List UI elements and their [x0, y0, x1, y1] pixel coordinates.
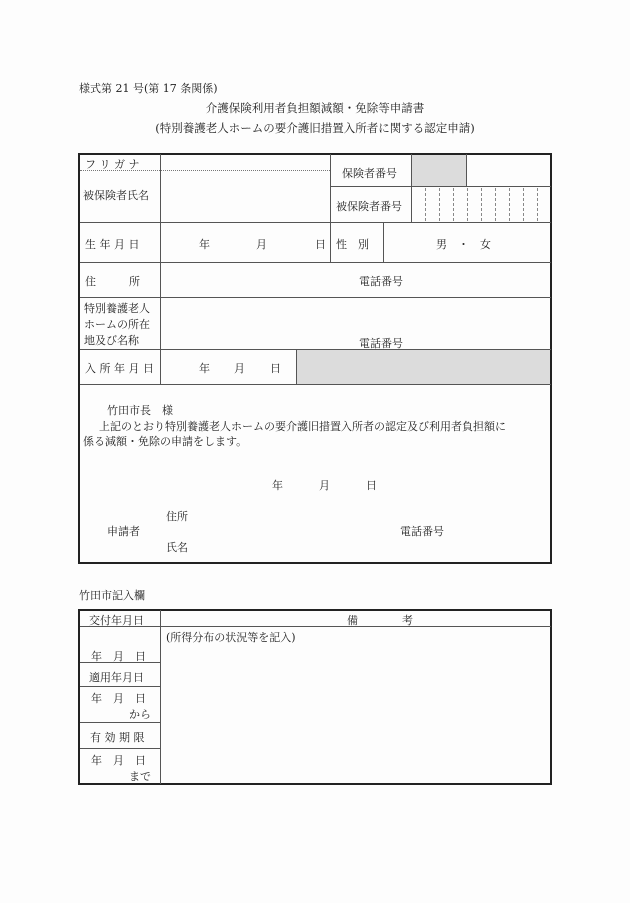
apply-date-label: 適用年月日: [89, 671, 144, 684]
remarks-label: 備 考: [347, 614, 413, 627]
birthdate-label: 生 年 月 日: [85, 238, 140, 251]
apply-ymd: 年 月 日: [91, 692, 146, 705]
insured-number-input[interactable]: [412, 187, 550, 222]
applicant-name-label: 氏名: [166, 541, 188, 554]
addressee: 竹田市長 様: [107, 404, 173, 417]
issue-ymd: 年 月 日: [91, 650, 146, 663]
address-label: 住 所: [85, 275, 140, 288]
insurer-number-shaded: [412, 155, 466, 186]
remarks-input[interactable]: [162, 642, 550, 783]
birth-month: 月: [256, 238, 267, 251]
facility-label-line3: 地及び名称: [84, 334, 139, 347]
grid-line: [80, 686, 160, 687]
grid-line: [80, 349, 551, 350]
applicant-phone-label: 電話番号: [400, 525, 444, 538]
valid-ymd: 年 月 日: [91, 754, 146, 767]
grid-line: [80, 748, 160, 749]
facility-input[interactable]: [162, 298, 550, 348]
admission-year: 年: [199, 362, 210, 375]
document-subtitle: (特別養護老人ホームの要介護旧措置入所者に関する認定申請): [155, 121, 475, 135]
form-number: 様式第 21 号(第 17 条関係): [79, 82, 218, 95]
office-use-label: 竹田市記入欄: [79, 589, 145, 602]
furigana-label: フ リ ガ ナ: [85, 158, 140, 171]
application-year: 年: [272, 479, 283, 492]
birthdate-input[interactable]: [162, 223, 329, 261]
applicant-label: 申請者: [107, 525, 140, 538]
grid-line: [160, 610, 161, 784]
application-month: 月: [319, 479, 330, 492]
grid-line: [80, 722, 160, 723]
issue-date-label: 交付年月日: [89, 614, 144, 627]
statement-line1: 上記のとおり特別養護老人ホームの要介護旧措置入所者の認定及び利用者負担額に: [99, 420, 506, 433]
facility-label-line2: ホームの所在: [84, 318, 150, 331]
admission-shaded-area: [297, 350, 550, 384]
document-title: 介護保険利用者負担額減額・免除等申請書: [205, 101, 425, 115]
insurer-number-input[interactable]: [467, 155, 550, 186]
remarks-note: (所得分布の状況等を記入): [166, 631, 296, 644]
facility-phone-label: 電話番号: [359, 337, 403, 350]
until-label: まで: [129, 770, 151, 783]
grid-line: [80, 384, 551, 385]
grid-line: [330, 154, 331, 262]
birth-year: 年: [199, 238, 210, 251]
applicant-input[interactable]: [190, 505, 390, 555]
from-label: から: [129, 708, 151, 721]
facility-label-line1: 特別養護老人: [84, 302, 150, 315]
sex-label: 性 別: [336, 238, 369, 251]
furigana-input[interactable]: [162, 155, 329, 170]
address-input[interactable]: [162, 263, 550, 296]
applicant-address-label: 住所: [166, 510, 188, 523]
validity-label: 有 効 期 限: [90, 731, 145, 744]
application-day: 日: [366, 479, 377, 492]
insurer-number-label: 保険者番号: [342, 167, 397, 180]
insured-number-label: 被保険者番号: [336, 200, 402, 213]
insured-name-label: 被保険者氏名: [83, 189, 149, 202]
statement-line2: 係る減額・免除の申請をします。: [83, 435, 248, 448]
insured-name-input[interactable]: [162, 172, 329, 221]
address-phone-label: 電話番号: [359, 275, 403, 288]
birth-day: 日: [315, 238, 326, 251]
sex-options: 男 ・ 女: [436, 238, 491, 251]
admission-day: 日: [270, 362, 281, 375]
admission-month: 月: [234, 362, 245, 375]
admission-date-label: 入 所 年 月 日: [85, 362, 154, 375]
